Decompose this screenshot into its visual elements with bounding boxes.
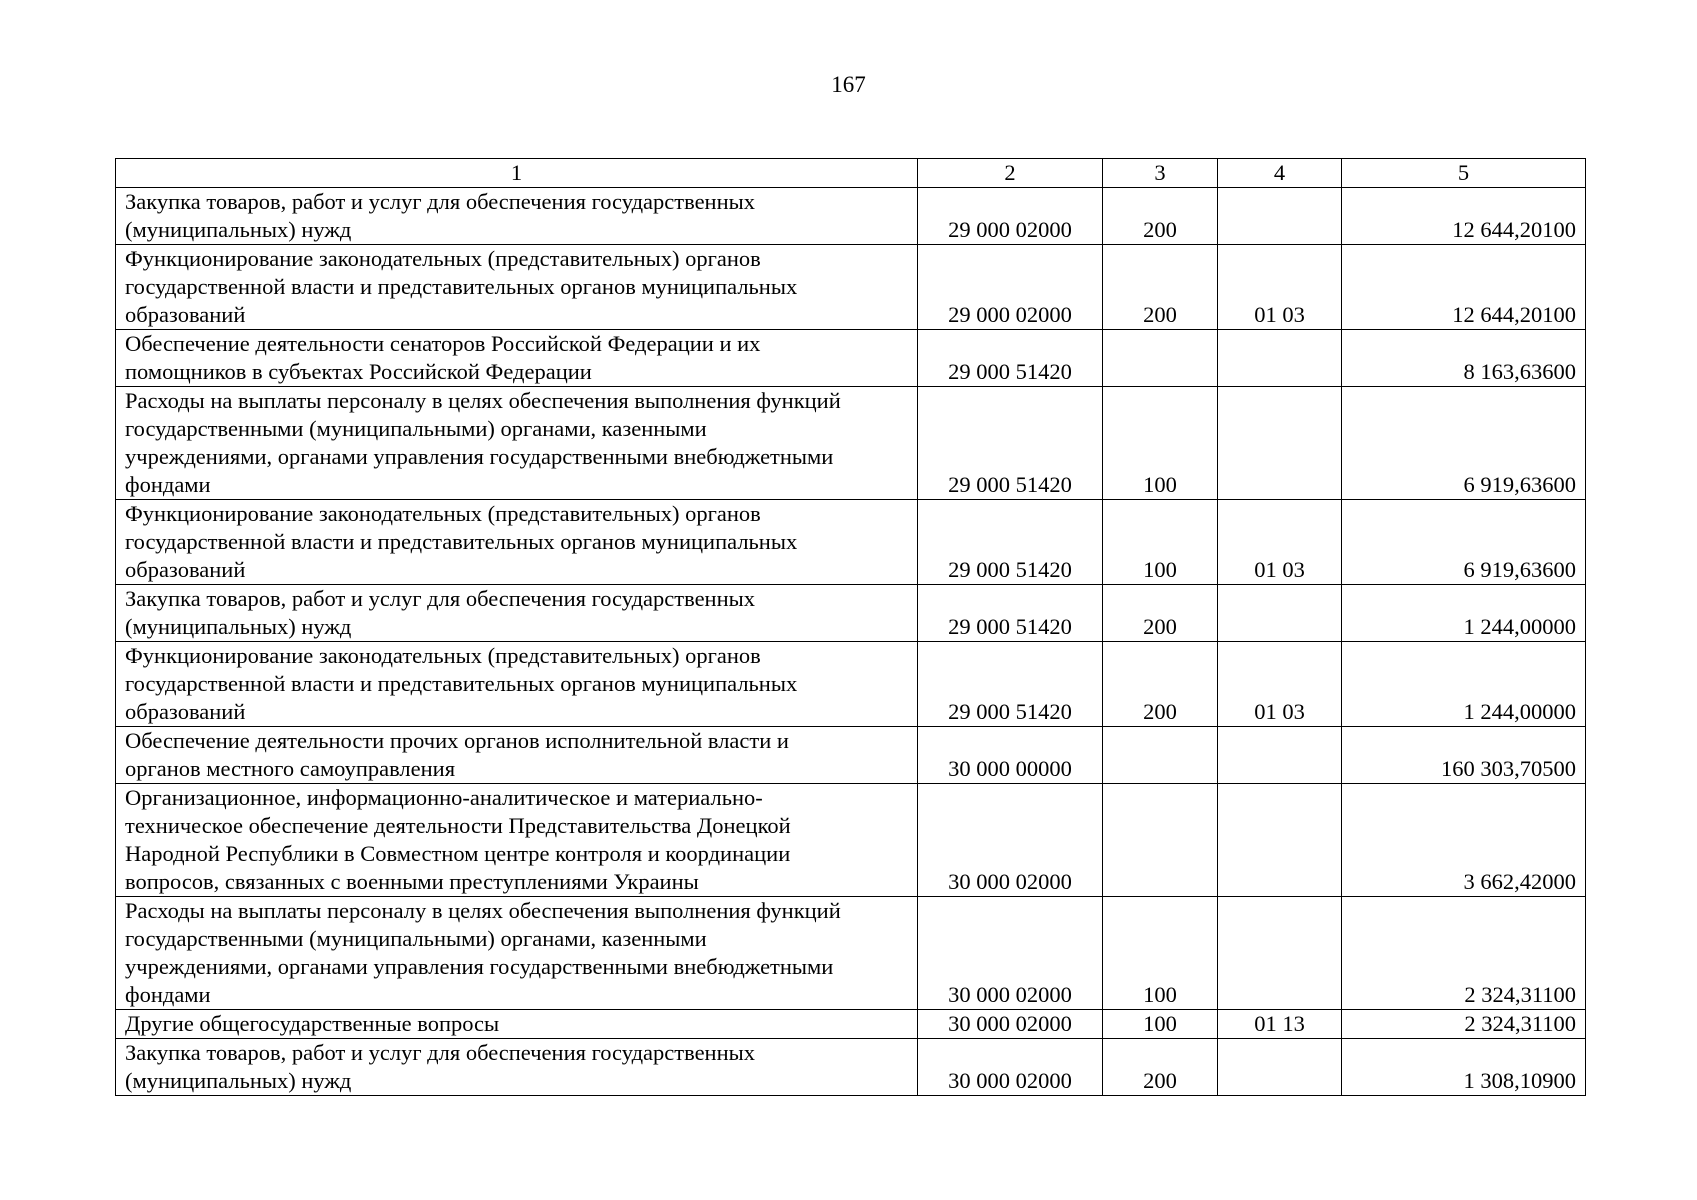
expense-name-line: Обеспечение деятельности прочих органов исполнительной власти и bbox=[125, 728, 789, 753]
expense-name-line: Расходы на выплаты персоналу в целях обеспечения выполнения функций bbox=[125, 898, 841, 923]
table-body bbox=[116, 188, 1586, 1096]
section-cell bbox=[1218, 188, 1342, 245]
expense-type-cell: 100 bbox=[1103, 387, 1218, 500]
amount-cell: 6 919,63600 bbox=[1342, 500, 1586, 585]
expense-type-cell: 200 bbox=[1103, 1039, 1218, 1096]
expense-name-cell bbox=[116, 1010, 918, 1039]
expense-type-cell: 200 bbox=[1103, 642, 1218, 727]
amount-cell: 2 324,31100 bbox=[1342, 897, 1586, 1010]
expense-name-line: государственной власти и представительных органов муниципальных bbox=[125, 529, 798, 554]
table-row bbox=[116, 245, 1586, 330]
expense-type-cell: 100 bbox=[1103, 897, 1218, 1010]
expense-name-line: (муниципальных) нужд bbox=[125, 1068, 352, 1093]
table-row bbox=[116, 1039, 1586, 1096]
expense-name-line: помощников в субъектах Российской Федерации bbox=[125, 359, 592, 384]
table-row bbox=[116, 387, 1586, 500]
table-row bbox=[116, 1010, 1586, 1039]
expense-type-cell bbox=[1103, 784, 1218, 897]
table-row bbox=[116, 727, 1586, 784]
table-row bbox=[116, 500, 1586, 585]
expense-name-line: образований bbox=[125, 699, 246, 724]
expense-name-line: образований bbox=[125, 557, 246, 582]
expense-type-cell: 200 bbox=[1103, 188, 1218, 245]
expense-name-line: (муниципальных) нужд bbox=[125, 614, 352, 639]
expense-name-cell bbox=[116, 387, 918, 500]
expense-name-line: Организационное, информационно-аналитическое и материально- bbox=[125, 785, 763, 810]
expense-name-cell bbox=[116, 1039, 918, 1096]
expense-name-line: учреждениями, органами управления государственными внебюджетными bbox=[125, 444, 834, 469]
amount-cell: 1 244,00000 bbox=[1342, 585, 1586, 642]
table-header bbox=[116, 159, 1586, 188]
expense-type-cell: 200 bbox=[1103, 245, 1218, 330]
amount-cell: 3 662,42000 bbox=[1342, 784, 1586, 897]
expense-name-line: (муниципальных) нужд bbox=[125, 217, 352, 242]
page-number: 167 bbox=[831, 72, 866, 97]
expense-name-cell bbox=[116, 727, 918, 784]
expense-name-line: Функционирование законодательных (представительных) органов bbox=[125, 246, 761, 271]
expense-name-cell bbox=[116, 188, 918, 245]
section-cell: 01 03 bbox=[1218, 500, 1342, 585]
expense-name-line: техническое обеспечение деятельности Представительства Донецкой bbox=[125, 813, 791, 838]
expense-name-line: государственной власти и представительных органов муниципальных bbox=[125, 671, 798, 696]
expense-name-cell bbox=[116, 245, 918, 330]
expense-name-line: государственными (муниципальными) органами, казенными bbox=[125, 416, 707, 441]
expense-name-line: Другие общегосударственные вопросы bbox=[125, 1011, 500, 1036]
expense-name-line: вопросов, связанных с военными преступлениями Украины bbox=[125, 869, 699, 894]
expense-name-line: Обеспечение деятельности сенаторов Российской Федерации и их bbox=[125, 331, 761, 356]
amount-cell: 2 324,31100 bbox=[1342, 1010, 1586, 1039]
expense-name-line: государственной власти и представительных органов муниципальных bbox=[125, 274, 798, 299]
expense-name-cell bbox=[116, 784, 918, 897]
target-code-cell: 29 000 51420 bbox=[918, 330, 1103, 387]
amount-cell: 6 919,63600 bbox=[1342, 387, 1586, 500]
target-code-cell: 29 000 51420 bbox=[918, 642, 1103, 727]
expense-name-line: Закупка товаров, работ и услуг для обеспечения государственных bbox=[125, 1040, 756, 1065]
expense-name-line: Функционирование законодательных (представительных) органов bbox=[125, 643, 761, 668]
section-cell bbox=[1218, 387, 1342, 500]
target-code-cell: 30 000 02000 bbox=[918, 1010, 1103, 1039]
expense-name-line: Закупка товаров, работ и услуг для обеспечения государственных bbox=[125, 189, 756, 214]
expense-name-cell bbox=[116, 500, 918, 585]
target-code-cell: 30 000 02000 bbox=[918, 897, 1103, 1010]
amount-cell: 1 308,10900 bbox=[1342, 1039, 1586, 1096]
expense-name-cell bbox=[116, 642, 918, 727]
section-cell bbox=[1218, 784, 1342, 897]
target-code-cell: 29 000 51420 bbox=[918, 500, 1103, 585]
table-row bbox=[116, 642, 1586, 727]
table-row bbox=[116, 897, 1586, 1010]
column-header-1: 1 bbox=[116, 159, 918, 188]
amount-cell: 12 644,20100 bbox=[1342, 245, 1586, 330]
section-cell bbox=[1218, 1039, 1342, 1096]
expense-type-cell: 100 bbox=[1103, 1010, 1218, 1039]
amount-cell: 160 303,70500 bbox=[1342, 727, 1586, 784]
column-header-3: 3 bbox=[1103, 159, 1218, 188]
expense-name-cell bbox=[116, 897, 918, 1010]
section-cell: 01 03 bbox=[1218, 642, 1342, 727]
expense-name-cell bbox=[116, 585, 918, 642]
target-code-cell: 29 000 51420 bbox=[918, 387, 1103, 500]
section-cell bbox=[1218, 330, 1342, 387]
table-row bbox=[116, 188, 1586, 245]
expense-name-line: учреждениями, органами управления государственными внебюджетными bbox=[125, 954, 834, 979]
target-code-cell: 30 000 02000 bbox=[918, 1039, 1103, 1096]
section-cell bbox=[1218, 727, 1342, 784]
expense-name-line: Расходы на выплаты персоналу в целях обеспечения выполнения функций bbox=[125, 388, 841, 413]
column-header-4: 4 bbox=[1218, 159, 1342, 188]
table-row bbox=[116, 784, 1586, 897]
expense-type-cell bbox=[1103, 727, 1218, 784]
amount-cell: 8 163,63600 bbox=[1342, 330, 1586, 387]
column-header-2: 2 bbox=[918, 159, 1103, 188]
expense-type-cell: 200 bbox=[1103, 585, 1218, 642]
expense-name-line: образований bbox=[125, 302, 246, 327]
target-code-cell: 29 000 02000 bbox=[918, 245, 1103, 330]
expense-type-cell bbox=[1103, 330, 1218, 387]
section-cell: 01 03 bbox=[1218, 245, 1342, 330]
target-code-cell: 30 000 02000 bbox=[918, 784, 1103, 897]
expense-type-cell: 100 bbox=[1103, 500, 1218, 585]
section-cell: 01 13 bbox=[1218, 1010, 1342, 1039]
section-cell bbox=[1218, 585, 1342, 642]
amount-cell: 1 244,00000 bbox=[1342, 642, 1586, 727]
expense-name-line: Народной Республики в Совместном центре контроля и координации bbox=[125, 841, 791, 866]
expense-name-line: государственными (муниципальными) органами, казенными bbox=[125, 926, 707, 951]
target-code-cell: 29 000 51420 bbox=[918, 585, 1103, 642]
amount-cell: 12 644,20100 bbox=[1342, 188, 1586, 245]
target-code-cell: 30 000 00000 bbox=[918, 727, 1103, 784]
table-row bbox=[116, 330, 1586, 387]
section-cell bbox=[1218, 897, 1342, 1010]
expense-name-line: органов местного самоуправления bbox=[125, 756, 456, 781]
table-row bbox=[116, 585, 1586, 642]
expense-name-cell bbox=[116, 330, 918, 387]
expense-name-line: фондами bbox=[125, 982, 211, 1007]
target-code-cell: 29 000 02000 bbox=[918, 188, 1103, 245]
column-header-5: 5 bbox=[1342, 159, 1586, 188]
expense-name-line: Закупка товаров, работ и услуг для обеспечения государственных bbox=[125, 586, 756, 611]
expense-name-line: фондами bbox=[125, 472, 211, 497]
budget-table bbox=[115, 158, 1586, 1096]
header-row bbox=[116, 159, 1586, 188]
expense-name-line: Функционирование законодательных (представительных) органов bbox=[125, 501, 761, 526]
